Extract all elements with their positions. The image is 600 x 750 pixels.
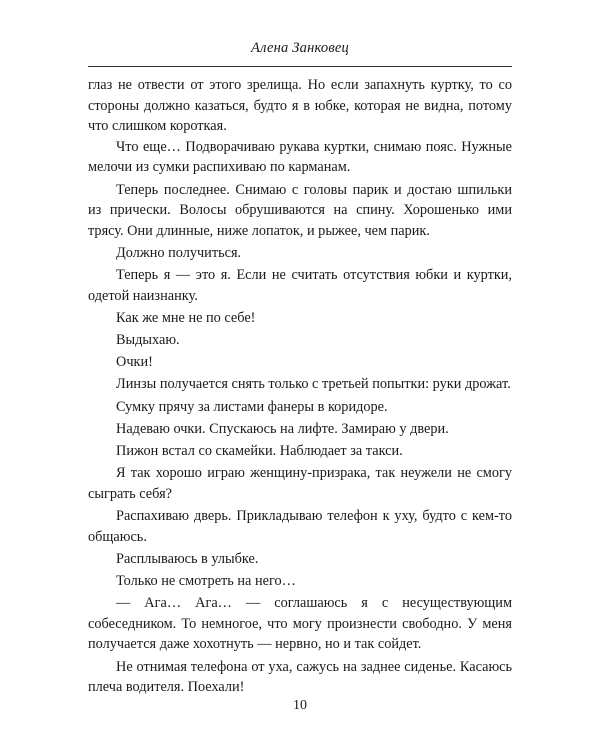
paragraph: Расплываюсь в улыбке. xyxy=(116,550,259,567)
paragraph: — Ага… Ага… — соглашаюсь я с несуществующим собеседником. То немногое, что могу произнести свободно. У меня получается даже хохотнуть — нервно, но и так сойдет. xyxy=(88,595,512,653)
paragraph: глаз не отвести от этого зрелища. Но если запахнуть куртку, то со стороны должно казаться, будто я в юбке, которая не видна, потому что слишком короткая. xyxy=(88,77,512,135)
paragraph: Что еще… Подворачиваю рукава куртки, снимаю пояс. Нужные мелочи из сумки распихиваю по карманам. xyxy=(88,138,512,176)
running-header: Алена Занковец xyxy=(251,40,349,56)
page-body xyxy=(88,75,512,698)
paragraph: Как же мне не по себе! xyxy=(116,309,256,326)
paragraph: Только не смотреть на него… xyxy=(116,572,296,589)
paragraph: Я так хорошо играю женщину-призрака, так неужели не смогу сыграть себя? xyxy=(88,465,512,502)
paragraph: Надеваю очки. Спускаюсь на лифте. Замираю у двери. xyxy=(116,420,449,437)
header-rule xyxy=(88,66,512,67)
paragraph: Не отнимая телефона от уха, сажусь на заднее сиденье. Касаюсь плеча водителя. Поехали! xyxy=(88,658,512,696)
paragraph: Очки! xyxy=(116,354,153,371)
paragraph: Сумку прячу за листами фанеры в коридоре. xyxy=(116,398,388,415)
paragraph: Должно получиться. xyxy=(116,244,242,261)
paragraph: Линзы получается снять только с третьей попытки: руки дрожат. xyxy=(116,376,511,393)
paragraph: Пижон встал со скамейки. Наблюдает за такси. xyxy=(116,443,403,460)
paragraph: Теперь я — это я. Если не считать отсутствия юбки и куртки, одетой наизнанку. xyxy=(88,267,512,304)
paragraph: Выдыхаю. xyxy=(116,332,180,349)
page-number: 10 xyxy=(293,698,307,713)
paragraph: Теперь последнее. Снимаю с головы парик и достаю шпильки из прически. Волосы обрушиваются на спину. Хорошенько ими трясу. Они длинные, ниже лопаток, и рыжее, чем парик. xyxy=(88,181,512,239)
paragraph: Распахиваю дверь. Прикладываю телефон к уху, будто с кем-то общаюсь. xyxy=(88,508,512,545)
